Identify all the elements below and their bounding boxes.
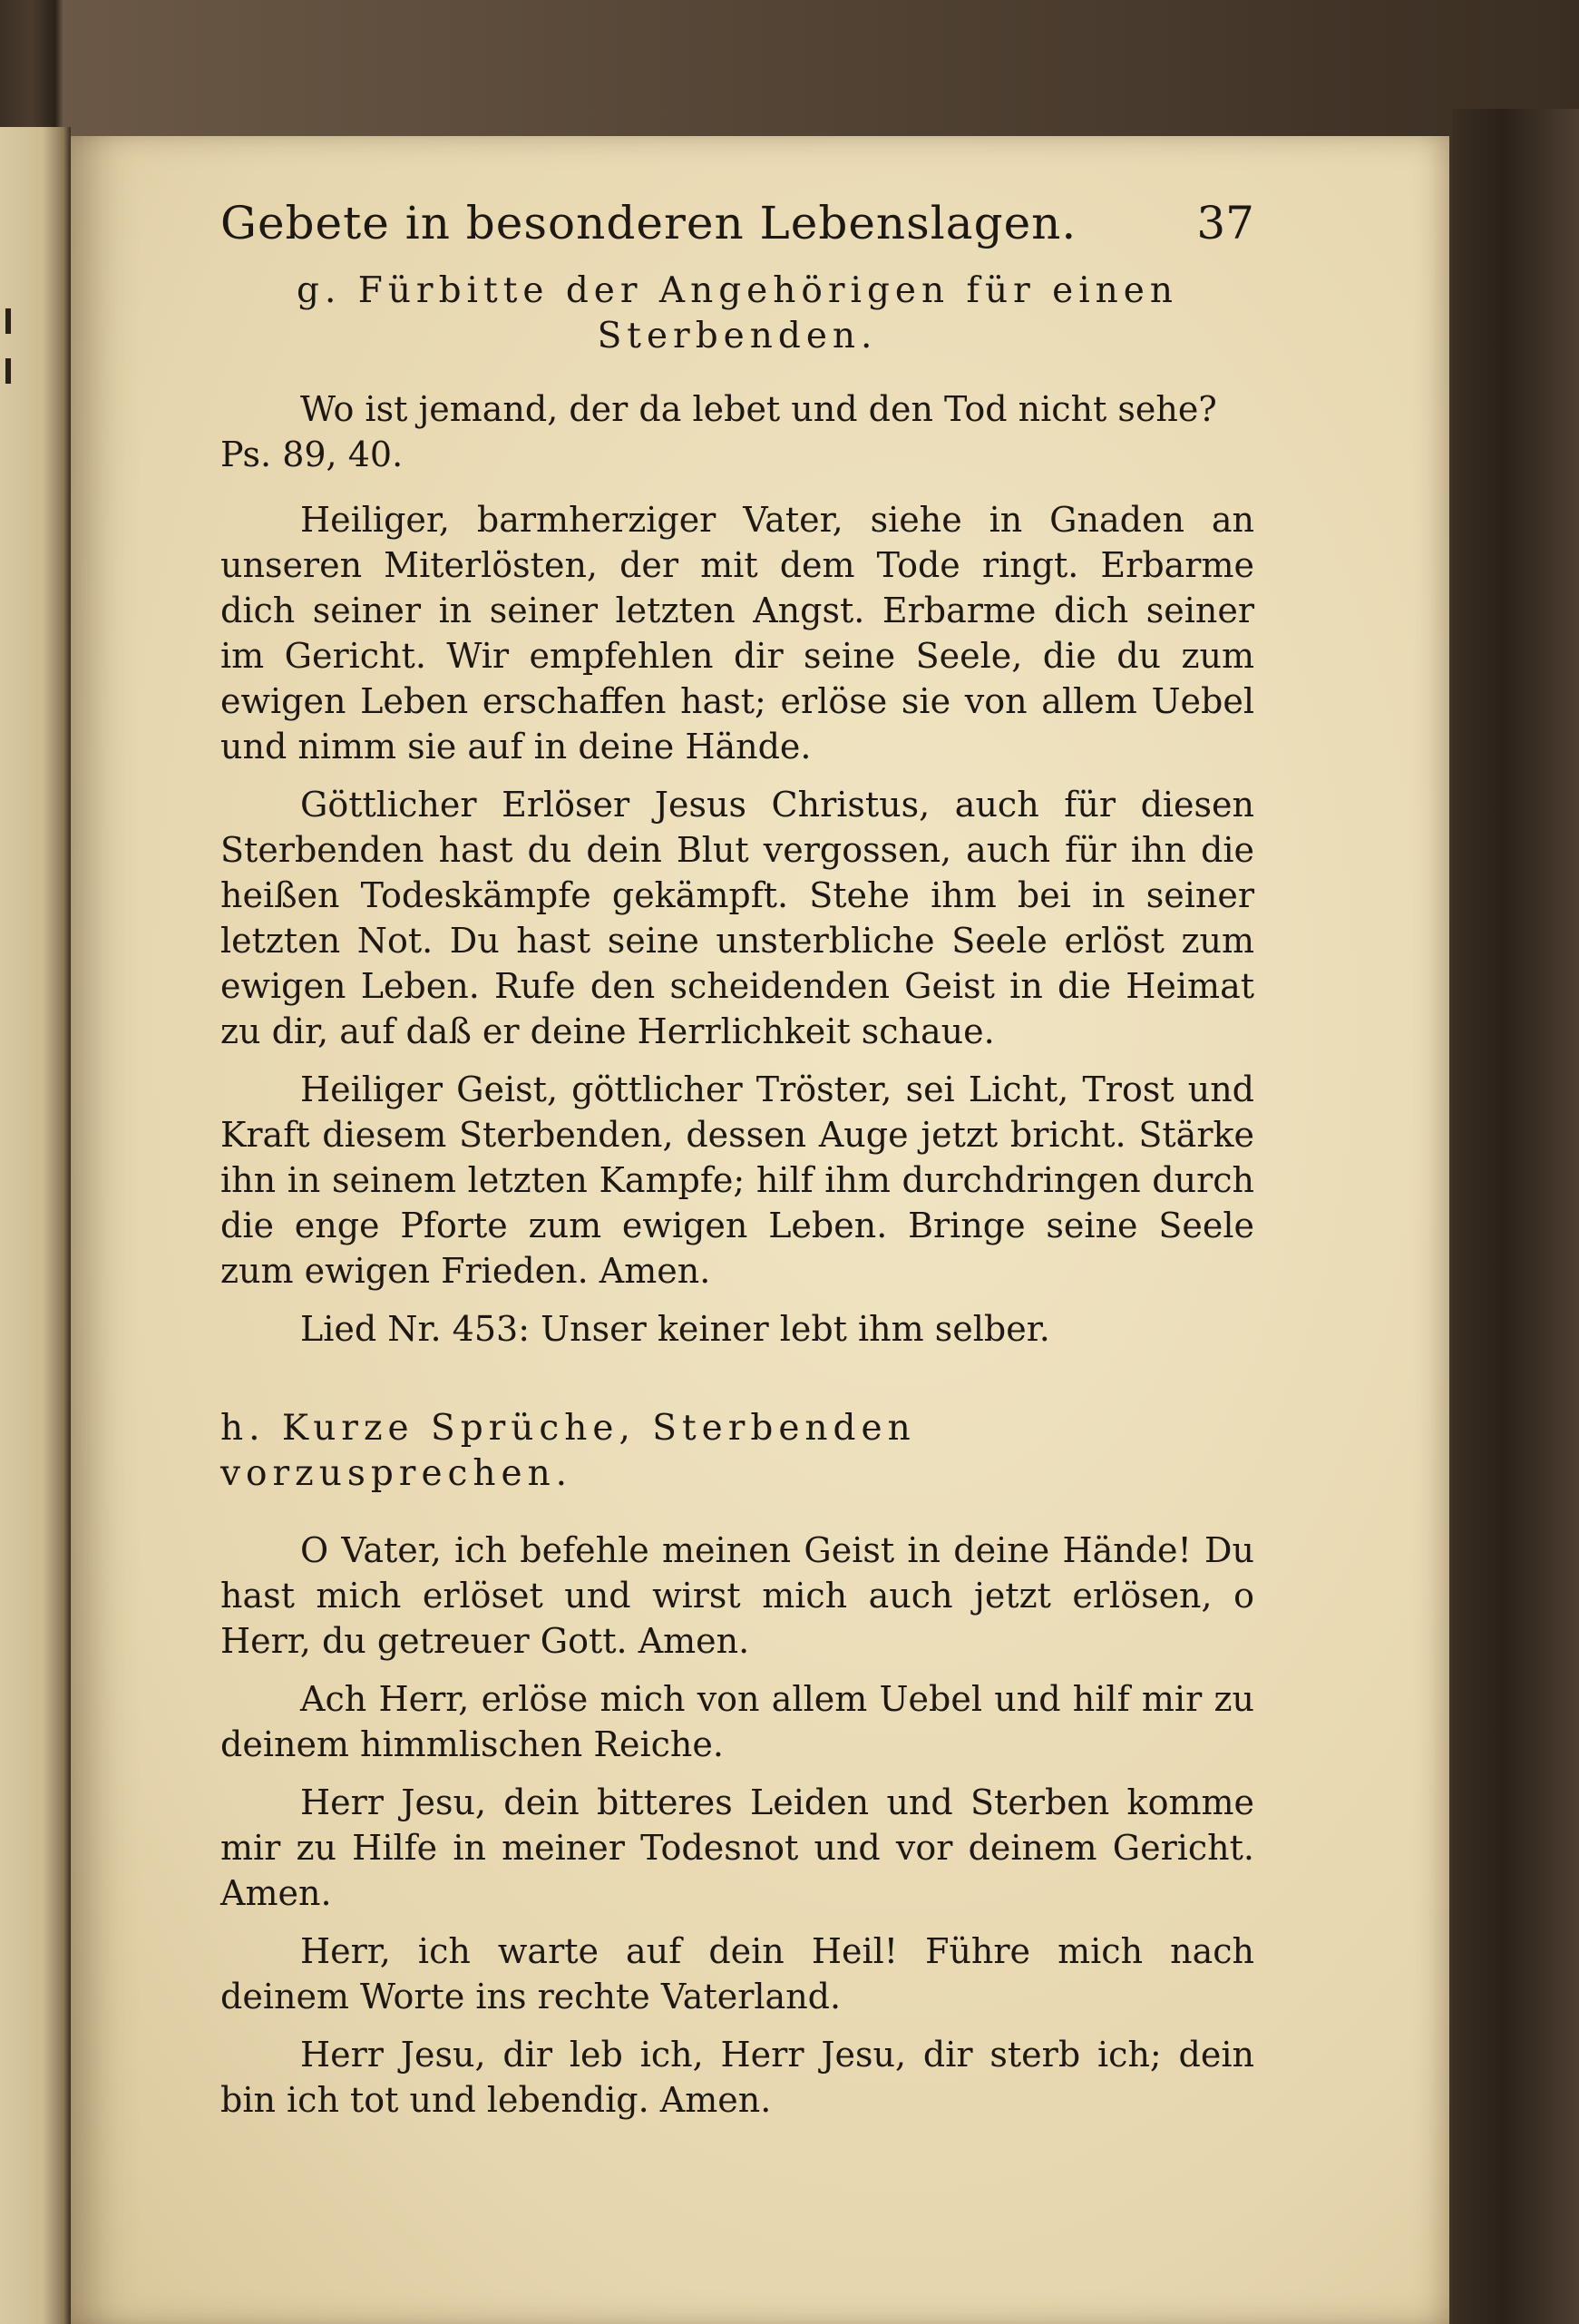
hymn-reference: Lied Nr. 453: Unser keiner lebt ihm selber. xyxy=(300,1309,1050,1349)
saying-paragraph: O Vater, ich befehle meinen Geist in deine Hände! Du hast mich erlöset und wirst mich auch jetzt erlösen, o Herr, du getreuer Gott. Amen. xyxy=(220,1530,1254,1661)
saying-paragraph: Ach Herr, erlöse mich von allem Uebel und hilf mir zu deinem himmlischen Reiche. xyxy=(220,1679,1254,1764)
section-h-title: h. Kurze Sprüche, Sterbenden vorzusprechen. xyxy=(220,1408,916,1494)
saying-paragraph: Herr Jesu, dein bitteres Leiden und Sterben komme mir zu Hilfe in meiner Todesnot und vor deinem Gericht. Amen. xyxy=(220,1782,1254,1913)
left-page-glyph-fragment xyxy=(5,308,11,334)
section-g-title xyxy=(220,269,1254,359)
page-number: 37 xyxy=(1196,197,1254,249)
page-text xyxy=(220,194,1254,2135)
saying-paragraph: Herr Jesu, dir leb ich, Herr Jesu, dir sterb ich; dein bin ich tot und lebendig. Amen. xyxy=(220,2035,1254,2120)
prayer-paragraph: Heiliger Geist, göttlicher Tröster, sei Licht, Trost und Kraft diesem Sterbenden, dessen Auge jetzt bricht. Stärke ihn in seinem letzten Kampfe; hilf ihm durchdringen durch die enge Pforte zum ewigen Leben. Bringe seine Seele zum ewigen Frieden. Amen. xyxy=(220,1069,1254,1291)
running-header xyxy=(220,194,1254,252)
scripture-reference: Ps. 89, 40. xyxy=(220,435,404,474)
running-title: Gebete in besonderen Lebenslagen. xyxy=(220,197,1077,249)
book-cover-edge xyxy=(1452,109,1579,2324)
prayer-paragraph: Heiliger, barmherziger Vater, siehe in Gnaden an unseren Miterlösten, der mit dem Tode ringt. Erbarme dich seiner in seiner letzten Angst. Erbarme dich seiner im Gericht. Wir empfehlen dir seine Seele, die du zum ewigen Leben erschaffen hast; erlöse sie von allem Uebel und nimm sie auf in deine Hände. xyxy=(220,500,1254,767)
scripture-quote xyxy=(220,386,1254,477)
left-page-edge xyxy=(0,127,71,2324)
section-g-title-line1: g. Fürbitte der Angehörigen für einen xyxy=(297,270,1178,311)
scripture-quote-text: Wo ist jemand, der da lebet und den Tod nicht sehe? xyxy=(300,389,1217,429)
prayer-paragraph: Göttlicher Erlöser Jesus Christus, auch für diesen Sterbenden hast du dein Blut vergossen, auch für ihn die heißen Todeskämpfe gekämpft. Stehe ihm bei in seiner letzten Not. Du hast seine unsterbliche Seele erlöst zum ewigen Leben. Rufe den scheidenden Geist in die Heimat zu dir, auf daß er deine Herrlichkeit schaue. xyxy=(220,785,1254,1051)
book-page xyxy=(71,136,1449,2324)
section-g-title-line2: Sterbenden. xyxy=(597,316,878,356)
saying-paragraph: Herr, ich warte auf dein Heil! Führe mich nach deinem Worte ins rechte Vaterland. xyxy=(220,1931,1254,2016)
left-page-glyph-fragment xyxy=(5,358,11,384)
